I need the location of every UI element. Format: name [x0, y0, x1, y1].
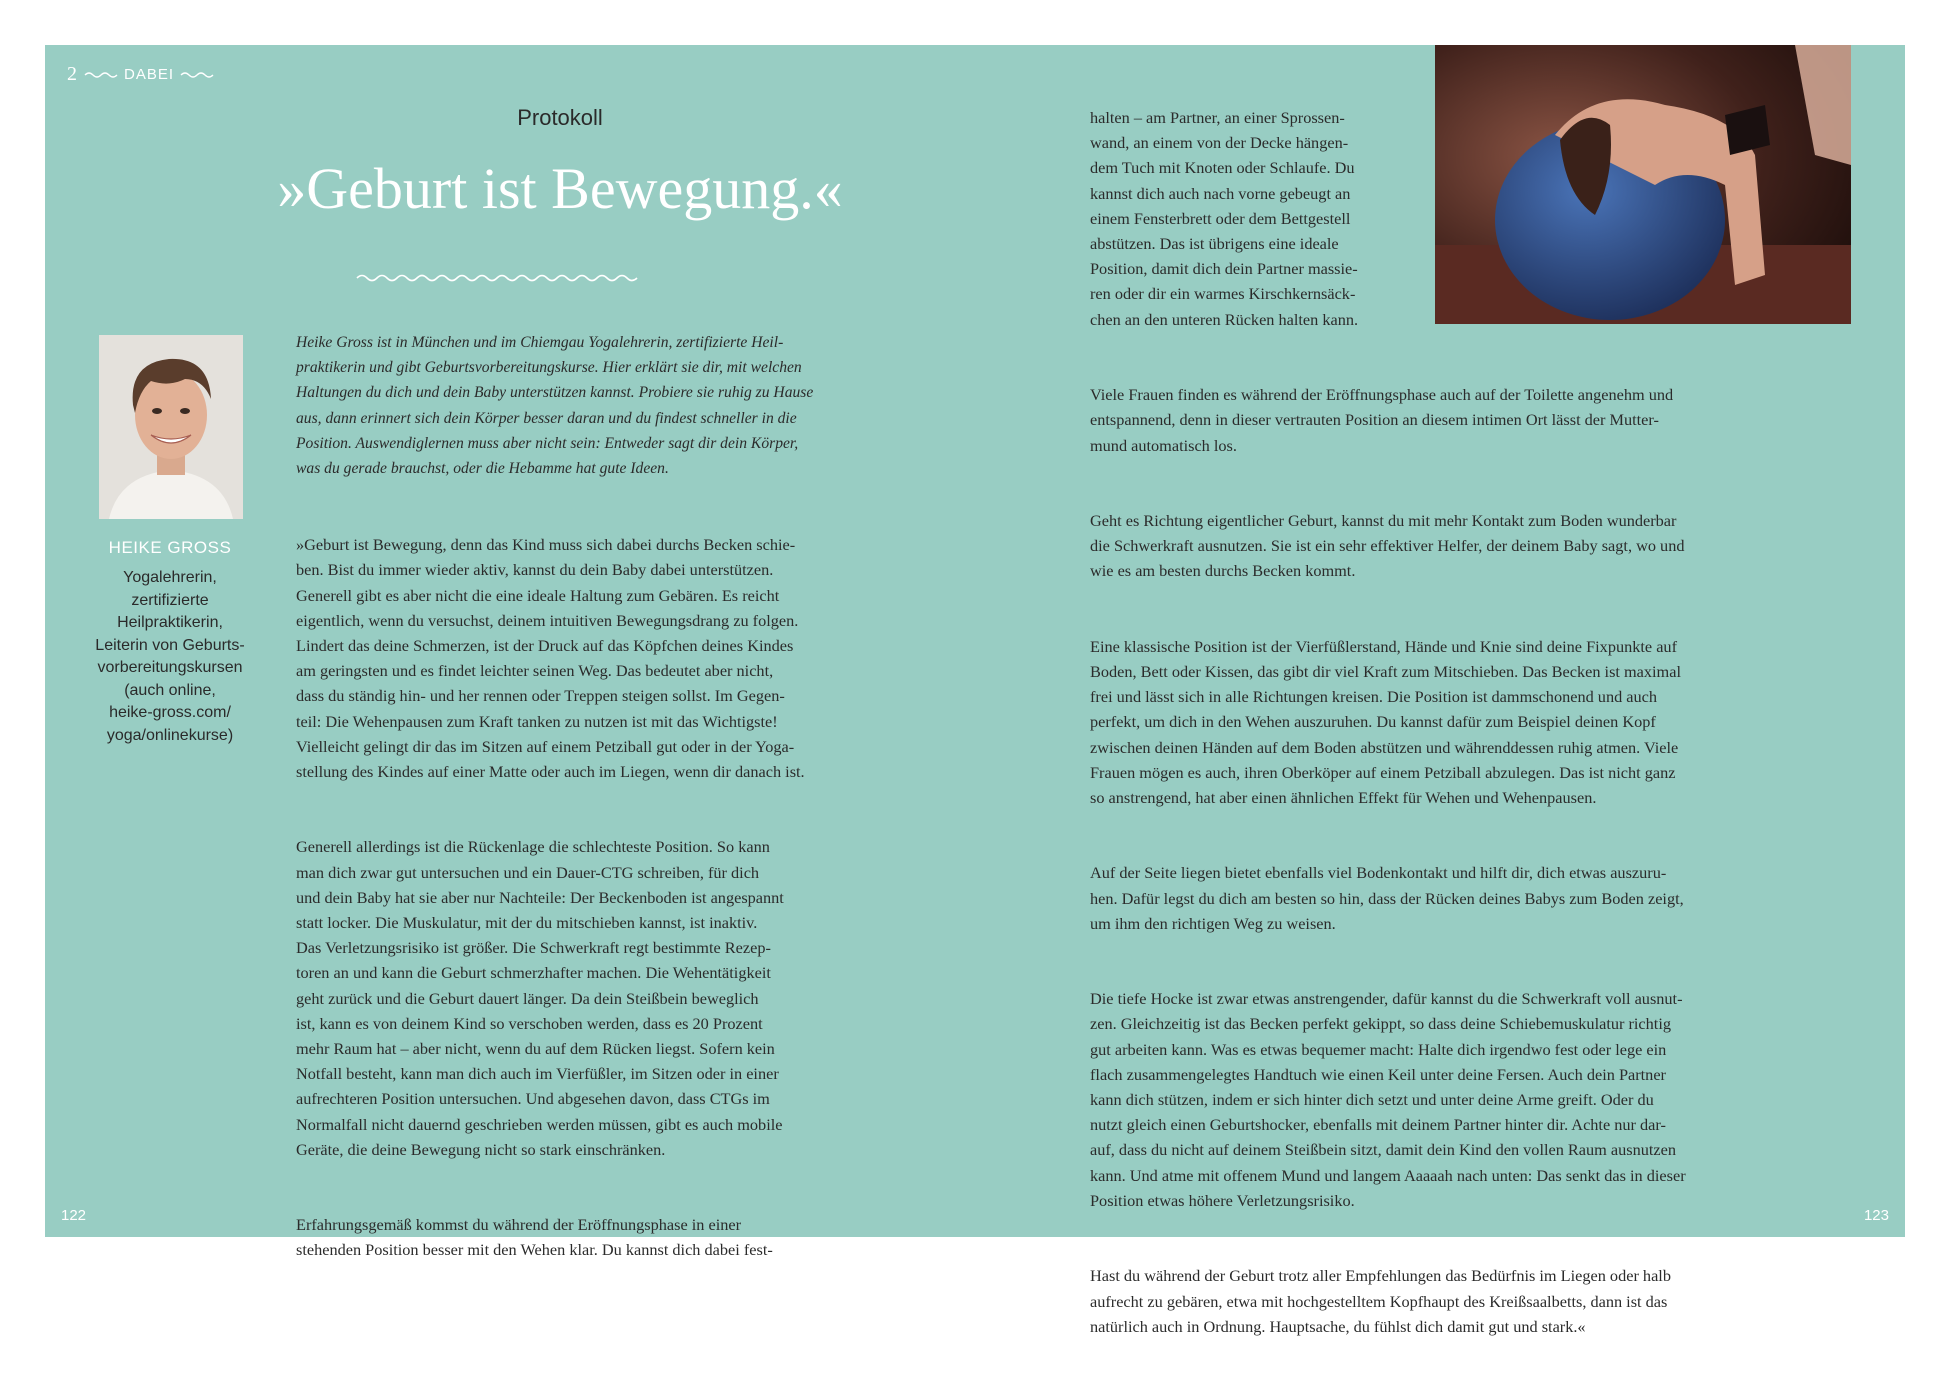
author-role: Yogalehrerin, zertifizierte Heilpraktikerin, Leiterin von Geburts- vorbereitungskursen (auch online, heike-gross.com/ yoga/onlinekurse)	[95, 569, 245, 744]
body-paragraph: Eine klassische Position ist der Vierfüßlerstand, Hände und Knie sind deine Fixpunkte auf Boden, Bett oder Kissen, das gibt dir viel Kraft zum Mitschieben. Das Becken ist maximal frei und lässt sich in alle Richtungen kreisen. Die Position ist dammschonend und auch perfekt, um dich in den Wehen auszuruhen. Du kannst dafür zum Beispiel deinen Kopf zwischen deinen Händen auf dem Boden abstützen und währenddessen ruhig atmen. Viele Frauen mögen es auch, ihren Oberköper auf einem Petziball abzulegen. Das ist nicht ganz so anstrengend, hat aber einen ähnlichen Effekt für Wehen und Wehenpausen.	[1090, 636, 1681, 808]
page-number-right: 123	[1863, 1207, 1889, 1224]
article-kicker: Protokoll	[517, 105, 603, 130]
article-headline: »Geburt ist Bewegung.«	[277, 156, 843, 221]
magazine-spread	[45, 45, 1905, 1336]
right-top-paragraph: halten – am Partner, an einer Sprossen- wand, an einem von der Decke hängen- dem Tuch mit Knoten oder Schlaufe. Du kannst dich auch nach vorne gebeugt an einem Fensterbrett oder dem Bettgestell abstützen. Das ist übrigens eine ideale Position, damit dich dein Partner massie- ren oder dir ein warmes Kirschkernsäck- chen an den unteren Rücken halten kann.	[1090, 108, 1359, 329]
section-label	[67, 63, 214, 86]
author-name: HEIKE GROSS	[108, 538, 232, 557]
right-body-column	[1090, 357, 1810, 1389]
squiggle-divider-icon	[355, 270, 645, 286]
page-number-left: 122	[61, 1207, 87, 1224]
wave-ornament-icon	[180, 70, 214, 80]
left-body-column	[296, 507, 886, 1313]
body-paragraph: »Geburt ist Bewegung, denn das Kind muss sich dabei durchs Becken schie- ben. Bist du immer wieder aktiv, kannst du dein Baby dabei unterstützen. Generell gibt es aber nicht die eine ideale Haltung zum Gebären. Es reicht eigentlich, wenn du versuchst, deinem intuitiven Bewegungsdrang zu folgen. Lindert das deine Schmerzen, ist der Druck auf das Köpfchen deines Kindes am geringsten und es findet leichter seinen Weg. Das bedeutet aber nicht, dass du ständig hin- und her rennen oder Treppen steigen sollst. Im Gegen- teil: Die Wehenpausen zum Kraft tanken zu nutzen ist mit das Wichtigste! Vielleicht gelingt dir das im Sitzen auf einem Petziball gut oder in der Yoga- stellung des Kindes auf einer Matte oder auch im Liegen, wenn dir danach ist.	[296, 535, 805, 782]
body-paragraph: Hast du während der Geburt trotz aller Empfehlungen das Bedürfnis im Liegen oder halb aufrecht zu gebären, etwa mit hochgestelltem Kopfhaupt des Kreißsaalbetts, dann ist das natürlich auch in Ordnung. Hauptsache, du fühlst dich damit gut und stark.«	[1090, 1266, 1671, 1336]
article-intro: Heike Gross ist in München und im Chiemgau Yogalehrerin, zertifizierte Heil- praktikerin und gibt Geburtsvorbereitungskurse. Hier erklärt sie dir, mit welchen Haltungen du dich und dein Baby unterstützen kannst. Probiere sie ruhig zu Hause aus, dann erinnert sich dein Körper besser daran und du findest schneller in die Position. Auswendiglernen muss aber nicht sein: Entweder sagt dir dein Körper, was du gerade brauchst, oder die Hebamme hat gute Ideen.	[296, 334, 814, 478]
body-paragraph: Geht es Richtung eigentlicher Geburt, kannst du mit mehr Kontakt zum Boden wunderbar die Schwerkraft ausnutzen. Sie ist ein sehr effektiver Helfer, der deinem Baby sagt, wo und wie es am besten durchs Becken kommt.	[1090, 511, 1685, 581]
body-paragraph: Die tiefe Hocke ist zwar etwas anstrengender, dafür kannst du die Schwerkraft voll ausnut- zen. Gleichzeitig ist das Becken perfekt gekippt, so dass deine Schiebemuskulatur richtig gut arbeiten kann. Was es etwas bequemer macht: Halte dich irgendwo fest oder lege ein flach zusammengelegtes Handtuch wie einen Keil unter deine Fersen. Auch dein Partner kann dich stützen, indem er sich hinter dich setzt und unter deine Arme greift. Oder du nutzt gleich einen Geburtshocker, ebenfalls mit deinem Partner hinter dir. Achte nur dar- auf, dass du nicht auf deinem Steißbein sitzt, damit dein Kind den vollen Raum ausnutzen kann. Und atme mit offenem Mund und langem Aaaaah nach unten: Das senkt das in dieser Position etwas höhere Verletzungsrisiko.	[1090, 989, 1686, 1210]
body-paragraph: Erfahrungsgemäß kommst du während der Eröffnungsphase in einer stehenden Position besser mit den Wehen klar. Du kannst dich dabei fest-	[296, 1215, 773, 1260]
section-title: DABEI	[124, 66, 175, 83]
birth-position-photo	[1435, 45, 1851, 324]
author-portrait	[99, 335, 243, 519]
wave-ornament-icon	[84, 70, 118, 80]
body-paragraph: Viele Frauen finden es während der Eröffnungsphase auch auf der Toilette angenehm und entspannend, denn in dieser vertrauten Position an diesem intimen Ort lässt der Mutter- mund automatisch los.	[1090, 385, 1674, 455]
section-number: 2	[67, 63, 78, 85]
body-paragraph: Auf der Seite liegen bietet ebenfalls viel Bodenkontakt und hilft dir, dich etwas auszuru- hen. Dafür legst du dich am besten so hin, dass der Rücken deines Babys zum Boden zeigt, um ihm den richtigen Weg zu weisen.	[1090, 863, 1684, 933]
body-paragraph: Generell allerdings ist die Rückenlage die schlechteste Position. So kann man dich zwar gut untersuchen und ein Dauer-CTG schreiben, für dich und dein Baby hat sie aber nur Nachteile: Der Beckenboden ist angespannt statt locker. Die Muskulatur, mit der du mitschieben kannst, ist inaktiv. Das Verletzungsrisiko ist größer. Die Schwerkraft regt bestimmte Rezep- toren an und kann die Geburt schmerzhafter machen. Die Wehentätigkeit geht zurück und die Geburt dauert länger. Da dein Steißbein beweglich ist, kann es von deinem Kind so verschoben werden, dass es 20 Prozent mehr Raum hat – aber nicht, wenn du auf dem Rücken liegst. Sofern kein Notfall besteht, kann man dich auch im Vierfüßler, im Sitzen oder in einer aufrechteren Position untersuchen. Und abgesehen davon, dass CTGs im Normalfall nicht dauernd geschrieben werden müssen, gibt es auch mobile Geräte, die deine Bewegung nicht so stark einschränken.	[296, 837, 784, 1159]
